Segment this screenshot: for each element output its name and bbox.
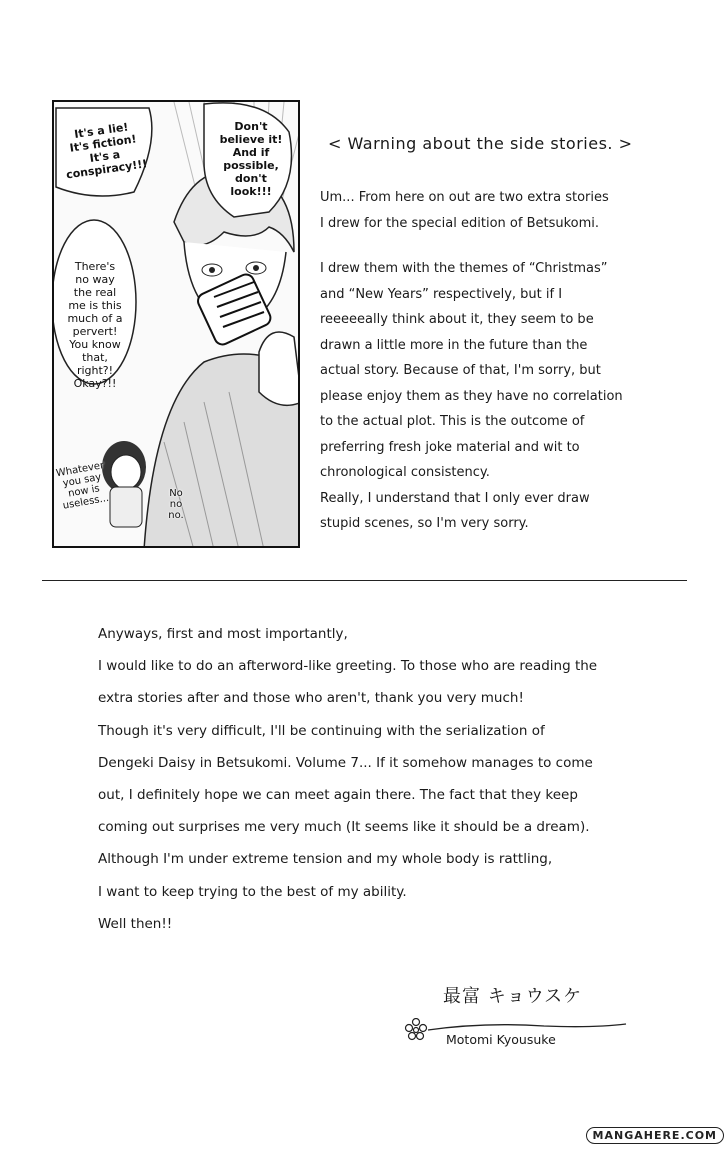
notes-line: please enjoy them as they have no correlation	[320, 388, 623, 404]
bubble-whatever: Whatever you say now is useless...	[55, 460, 110, 512]
site-watermark: MANGAHERE.COM	[586, 1127, 724, 1144]
notes-line: I drew them with the themes of “Christmas”	[320, 261, 608, 276]
afterword-line: Anyways, first and most importantly,	[98, 626, 348, 642]
notes-line: Um... From here on out are two extra stories	[320, 190, 609, 205]
notes-paragraph-1	[320, 185, 708, 236]
notes-line: reeeeeally think about it, they seem to be	[320, 312, 594, 327]
afterword	[98, 618, 658, 940]
notes-line: I drew for the special edition of Betsukomi.	[320, 215, 600, 231]
signature-japanese: 最富 キョウスケ	[443, 986, 583, 1007]
bubble-lie: It's a lie! It's fiction! It's a conspiracy!!!	[65, 120, 149, 182]
notes-line: stupid scenes, so I'm very sorry.	[320, 516, 529, 531]
section-divider	[42, 580, 687, 581]
afterword-line: I would like to do an afterword-like greeting. To those who are reading the	[98, 658, 598, 675]
afterword-line: Although I'm under extreme tension and my whole body is rattling,	[98, 851, 553, 868]
afterword-line: I want to keep trying to the best of my ability.	[98, 883, 407, 900]
bubble-no-no: No no no.	[168, 488, 184, 521]
afterword-line: Though it's very difficult, I'll be continuing with the serialization of	[98, 722, 545, 739]
notes-line: drawn a little more in the future than the	[320, 337, 588, 353]
notes-line: chronological consistency.	[320, 465, 490, 480]
notes-line: actual story. Because of that, I'm sorry, but	[320, 363, 601, 378]
afterword-line: Dengeki Daisy in Betsukomi. Volume 7... If it somehow manages to come	[98, 754, 593, 771]
afterword-line: coming out surprises me very much (It seems like it should be a dream).	[98, 819, 590, 836]
notes-line: preferring fresh joke material and wit to	[320, 439, 580, 455]
afterword-line: Well then!!	[98, 915, 173, 932]
notes-line: Really, I understand that I only ever draw	[320, 490, 590, 506]
afterword-line: extra stories after and those who aren't, thank you very much!	[98, 690, 524, 707]
author-signature	[388, 978, 628, 1058]
notes-heading: < Warning about the side stories. >	[328, 134, 633, 153]
notes-paragraph-2	[320, 256, 708, 537]
signature-romanized: Motomi Kyousuke	[446, 1032, 556, 1047]
manga-panel	[52, 100, 300, 548]
bubble-no-way: There's no way the real me is this much of a pervert! You know that, right?! Okay?!!	[67, 260, 123, 390]
side-story-notes	[318, 128, 708, 550]
afterword-line: out, I definitely hope we can meet again there. The fact that they keep	[98, 787, 578, 804]
notes-line: to the actual plot. This is the outcome of	[320, 414, 585, 429]
notes-line: and “New Years” respectively, but if I	[320, 286, 563, 302]
bubble-dont-believe: Don't believe it! And if possible, don't look!!!	[219, 120, 283, 198]
